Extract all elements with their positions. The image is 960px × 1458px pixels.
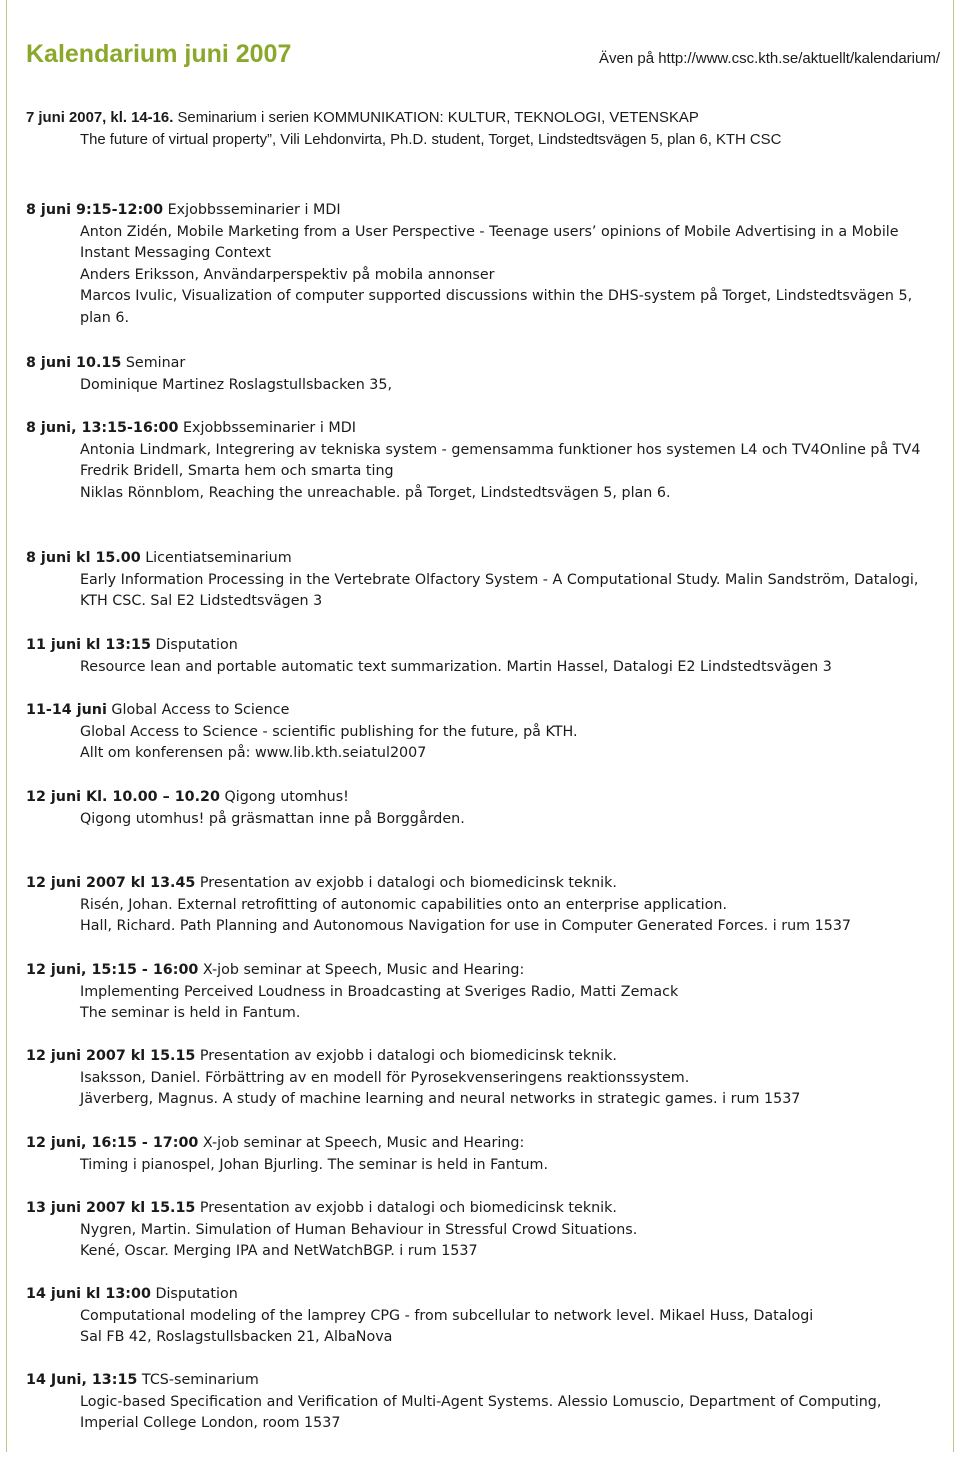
event-details [80,895,941,938]
event-heading [26,1198,941,1220]
event-date: 8 juni 10.15 [26,355,122,371]
event-heading [26,353,941,375]
event-date: 12 juni Kl. 10.00 – 10.20 [26,789,220,805]
event-entry [26,353,941,396]
event-entry [26,635,941,678]
event-details [80,1068,941,1111]
event-date: 13 juni 2007 kl 15.15 [26,1200,196,1216]
event-date: 12 juni, 15:15 - 16:00 [26,962,199,978]
event-heading [26,1046,941,1068]
event-date: 8 juni kl 15.00 [26,550,141,566]
event-detail-line: Niklas Rönnblom, Reaching the unreachable. på Torget, Lindstedtsvägen 5, plan 6. [80,484,671,501]
event-date: 8 juni, 13:15-16:00 [26,420,179,436]
event-title: TCS-seminarium [137,1372,259,1388]
event-date: 14 juni kl 13:00 [26,1286,151,1302]
event-detail-line: Jäverberg, Magnus. A study of machine learning and neural networks in strategic games. i rum 1537 [80,1091,801,1108]
event-title: Disputation [150,1286,238,1302]
event-entry [26,1198,941,1263]
event-title: Exjobbsseminarier i MDI [163,202,341,218]
event-detail-line: Anton Zidén, Mobile Marketing from a User Perspective - Teenage users’ opinions of Mobile Advertising in a Mobile Instant Messaging Context [80,223,899,262]
event-detail-line: Sal FB 42, Roslagstullsbacken 21, AlbaNova [80,1329,393,1346]
event-details [80,130,941,152]
event-entry [26,787,941,830]
event-detail-line: The future of virtual property”, Vili Lehdonvirta, Ph.D. student, Torget, Lindstedtsvägen 5, plan 6, KTH CSC [80,131,782,148]
event-heading [26,108,941,130]
event-date: 12 juni 2007 kl 15.15 [26,1048,196,1064]
event-entry [26,548,941,613]
calendar-url-note: Även på http://www.csc.kth.se/aktuellt/kalendarium/ [599,50,940,67]
event-detail-line: Antonia Lindmark, Integrering av tekniska system - gemensamma funktioner hos systemen L4 och TV4Online på TV4 [80,441,921,458]
event-detail-line: Nygren, Martin. Simulation of Human Behaviour in Stressful Crowd Situations. [80,1221,638,1238]
event-details [80,440,941,505]
event-detail-line: Fredrik Bridell, Smarta hem och smarta ting [80,463,394,480]
event-detail-line: The seminar is held in Fantum. [80,1005,301,1022]
event-detail-line: Resource lean and portable automatic text summarization. Martin Hassel, Datalogi E2 Lindstedtsvägen 3 [80,658,832,675]
event-date: 12 juni 2007 kl 13.45 [26,875,196,891]
event-entry [26,418,941,504]
event-entry [26,200,941,330]
page-header [26,38,940,78]
event-title: Presentation av exjobb i datalogi och biomedicinsk teknik. [195,1200,617,1216]
event-heading [26,200,941,222]
event-entry [26,108,941,151]
event-detail-line: Implementing Perceived Loudness in Broadcasting at Sveriges Radio, Matti Zemack [80,983,679,1000]
event-detail-line: Dominique Martinez Roslagstullsbacken 35, [80,376,393,393]
event-details [80,1306,941,1349]
page-frame-right [953,0,954,1452]
event-title: Qigong utomhus! [219,789,349,805]
event-title: Presentation av exjobb i datalogi och biomedicinsk teknik. [195,875,617,891]
event-detail-line: Computational modeling of the lamprey CPG - from subcellular to network level. Mikael Huss, Datalogi [80,1307,814,1324]
event-heading [26,700,941,722]
event-entry [26,960,941,1025]
event-entry [26,700,941,765]
page-title: Kalendarium juni 2007 [26,40,292,68]
event-detail-line: Kené, Oscar. Merging IPA and NetWatchBGP. i rum 1537 [80,1243,478,1260]
event-detail-line: Logic-based Specification and Verification of Multi-Agent Systems. Alessio Lomuscio, Department of Computing, Imperial College London, room 1537 [80,1393,882,1432]
event-title: Global Access to Science [106,702,290,718]
event-title: Exjobbsseminarier i MDI [178,420,356,436]
event-title: Presentation av exjobb i datalogi och biomedicinsk teknik. [195,1048,617,1064]
event-date: 8 juni 9:15-12:00 [26,202,164,218]
event-date: 7 juni 2007, kl. 14-16. [26,110,174,126]
event-date: 14 Juni, 13:15 [26,1372,138,1388]
event-details [80,657,941,679]
event-details [80,722,941,765]
event-entry [26,873,941,938]
event-date: 11 juni kl 13:15 [26,637,151,653]
event-detail-line: Timing i pianospel, Johan Bjurling. The seminar is held in Fantum. [80,1156,549,1173]
page-frame-left [6,0,7,1452]
event-entry [26,1284,941,1349]
event-heading [26,418,941,440]
event-detail-line: Early Information Processing in the Vertebrate Olfactory System - A Computational Study. Malin Sandström, Datalogi, KTH CSC. Sal E2 Lidstedtsvägen 3 [80,571,919,610]
event-details [80,982,941,1025]
event-title: X-job seminar at Speech, Music and Hearing: [198,1135,525,1151]
event-detail-line: Qigong utomhus! på gräsmattan inne på Borggården. [80,810,465,827]
event-entry [26,1046,941,1111]
event-details [80,1392,941,1435]
event-heading [26,1370,941,1392]
event-details [80,1220,941,1263]
event-detail-line: Marcos Ivulic, Visualization of computer supported discussions within the DHS-system på Torget, Lindstedtsvägen 5, plan 6. [80,288,913,326]
event-date: 11-14 juni [26,702,107,718]
event-detail-line: Risén, Johan. External retrofitting of autonomic capabilities onto an enterprise application. [80,896,728,913]
event-date: 12 juni, 16:15 - 17:00 [26,1135,199,1151]
event-heading [26,635,941,657]
event-details [80,1155,941,1177]
event-title: Disputation [150,637,238,653]
event-heading [26,1133,941,1155]
event-details [80,222,941,330]
event-detail-line: Allt om konferensen på: www.lib.kth.seiatul2007 [80,745,427,762]
event-detail-line: Hall, Richard. Path Planning and Autonomous Navigation for use in Computer Generated Forces. i rum 1537 [80,918,852,935]
event-title: X-job seminar at Speech, Music and Hearing: [198,962,525,978]
event-heading [26,548,941,570]
event-details [80,570,941,613]
event-detail-line: Isaksson, Daniel. Förbättring av en modell för Pyrosekvenseringens reaktionssystem. [80,1069,690,1086]
event-detail-line: Anders Eriksson, Användarperspektiv på mobila annonser [80,266,495,283]
event-entry [26,1133,941,1176]
event-title: Licentiatseminarium [140,550,292,566]
event-details [80,375,941,397]
event-details [80,809,941,831]
event-heading [26,960,941,982]
event-heading [26,787,941,809]
event-entry [26,1370,941,1435]
event-heading [26,1284,941,1306]
event-title: Seminar [121,355,186,371]
event-heading [26,873,941,895]
event-detail-line: Global Access to Science - scientific publishing for the future, på KTH. [80,723,578,740]
event-title: Seminarium i serien KOMMUNIKATION: KULTUR, TEKNOLOGI, VETENSKAP [173,110,699,126]
